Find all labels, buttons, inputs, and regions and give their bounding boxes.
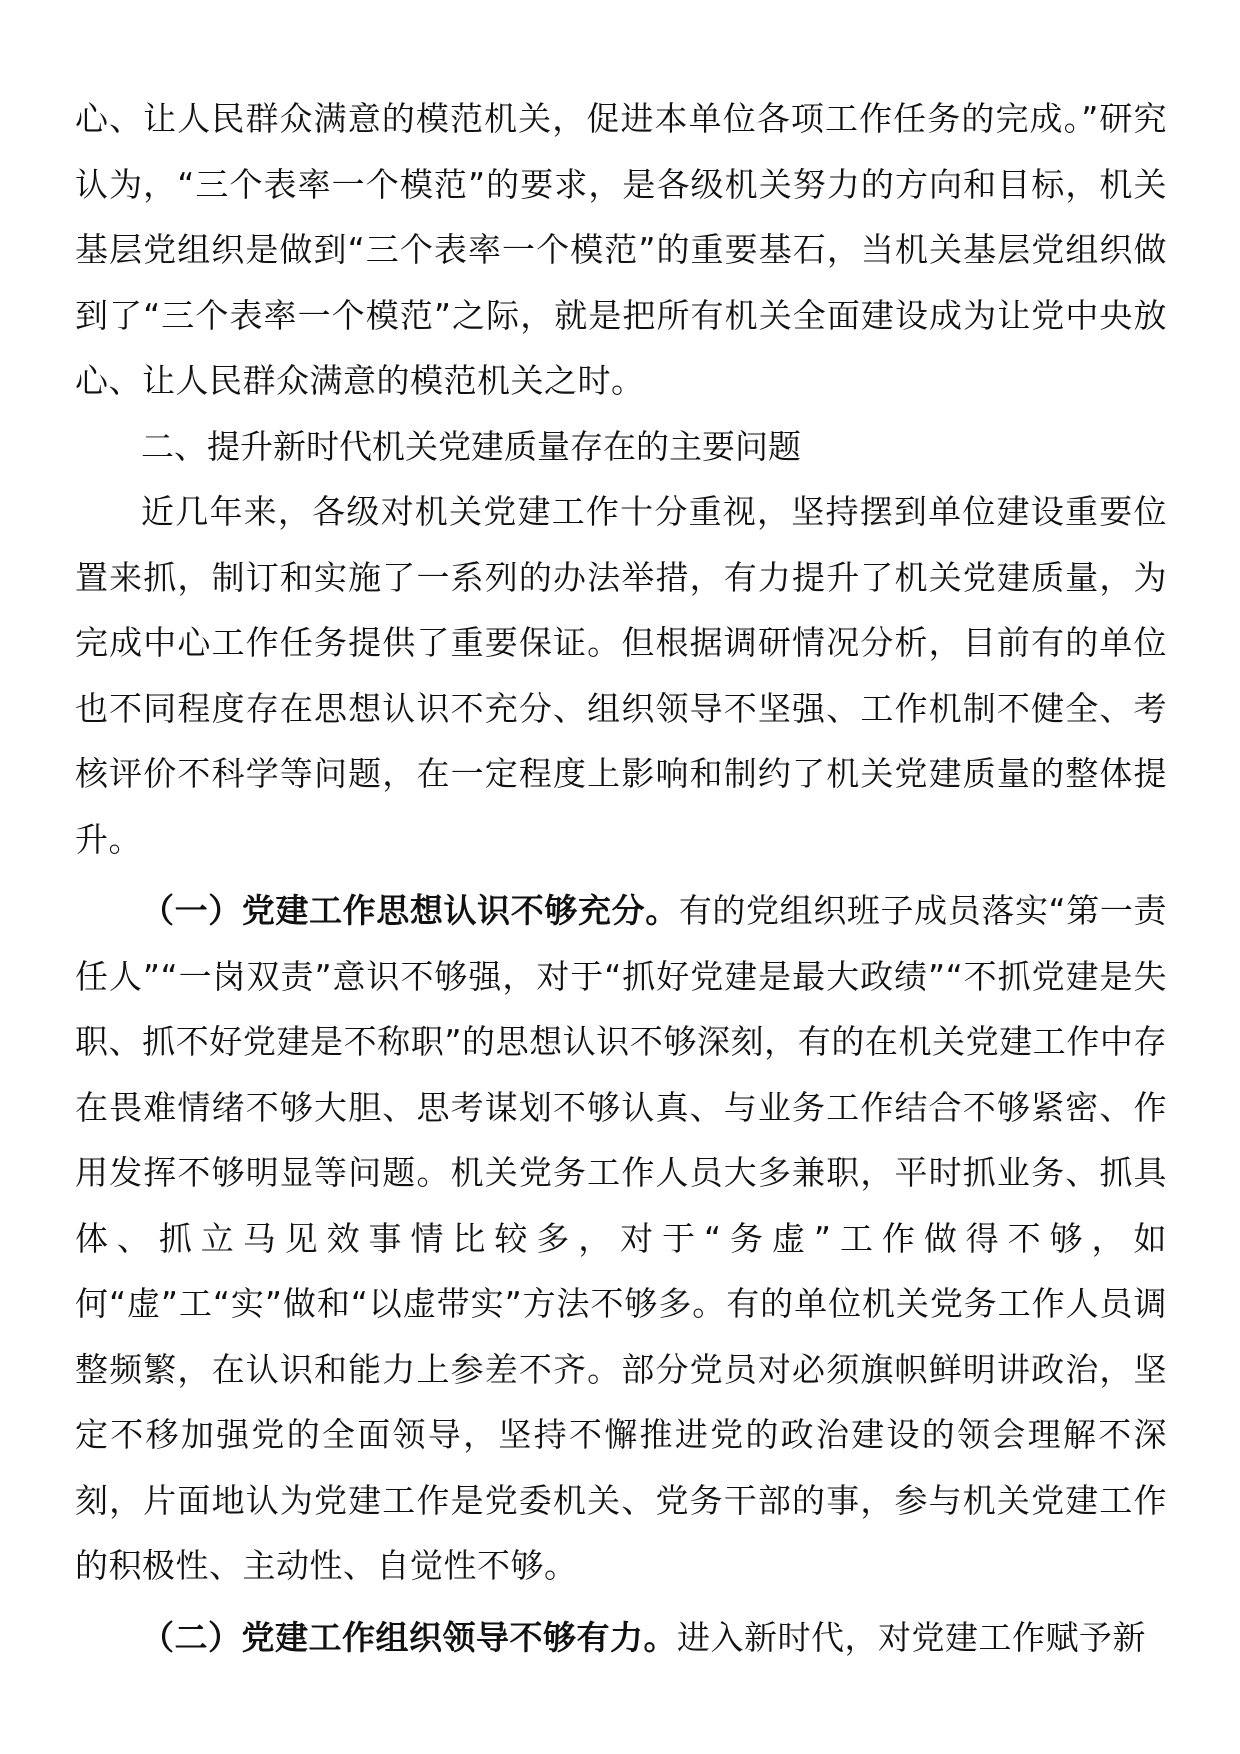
point-2-paragraph bbox=[75, 1605, 1167, 1671]
point-1-paragraph bbox=[75, 878, 1167, 1599]
section-heading: 二、提升新时代机关党建质量存在的主要问题 bbox=[141, 426, 801, 466]
point-2-body: 进入新时代，对党建工作赋予新 bbox=[677, 1617, 1146, 1657]
point-2-title: （二）党建工作组织领导不够有力。 bbox=[141, 1617, 677, 1657]
document-page bbox=[75, 86, 1167, 1670]
point-1-body: 有的党组织班子成员落实“第一责任人”“一岗双责”意识不够强，对于“抓好党建是最大政绩”“不抓党建是失职、抓不好党建是不称职”的思想认识不够深刻，有的在机关党建工作中存在畏难情绪不够大胆、思考谋划不够认真、与业务工作结合不够紧密、作用发挥不够明显等问题。机关党务工作人员大多兼职，平时抓业务、抓具体、抓立马见效事情比较多，对于“务虚”工作做得不够，如何“虚”工“实”做和“以虚带实”方法不够多。有的单位机关党务工作人员调整频繁，在认识和能力上参差不齐。部分党员对必须旗帜鲜明讲政治，坚定不移加强党的全面领导，坚持不懈推进党的政治建设的领会理解不深刻，片面地认为党建工作是党委机关、党务干部的事，参与机关党建工作的积极性、主动性、自觉性不够。 bbox=[75, 891, 1167, 1585]
point-1-title: （一）党建工作思想认识不够充分。 bbox=[141, 891, 679, 930]
intro-paragraph: 近几年来，各级对机关党建工作十分重视，坚持摆到单位建设重要位置来抓，制订和实施了一系列的办法举措，有力提升了机关党建质量，为完成中心工作任务提供了重要保证。但根据调研情况分析，目前有的单位也不同程度存在思想认识不充分、组织领导不坚强、工作机制不健全、考核评价不科学等问题，在一定程度上影响和制约了机关党建质量的整体提升。 bbox=[75, 492, 1167, 859]
continuation-paragraph: 心、让人民群众满意的模范机关，促进本单位各项工作任务的完成。”研究认为，“三个表率一个模范”的要求，是各级机关努力的方向和目标，机关基层党组织是做到“三个表率一个模范”的重要基石，当机关基层党组织做到了“三个表率一个模范”之际，就是把所有机关全面建设成为让党中央放心、让人民群众满意的模范机关之时。 bbox=[75, 99, 1167, 400]
